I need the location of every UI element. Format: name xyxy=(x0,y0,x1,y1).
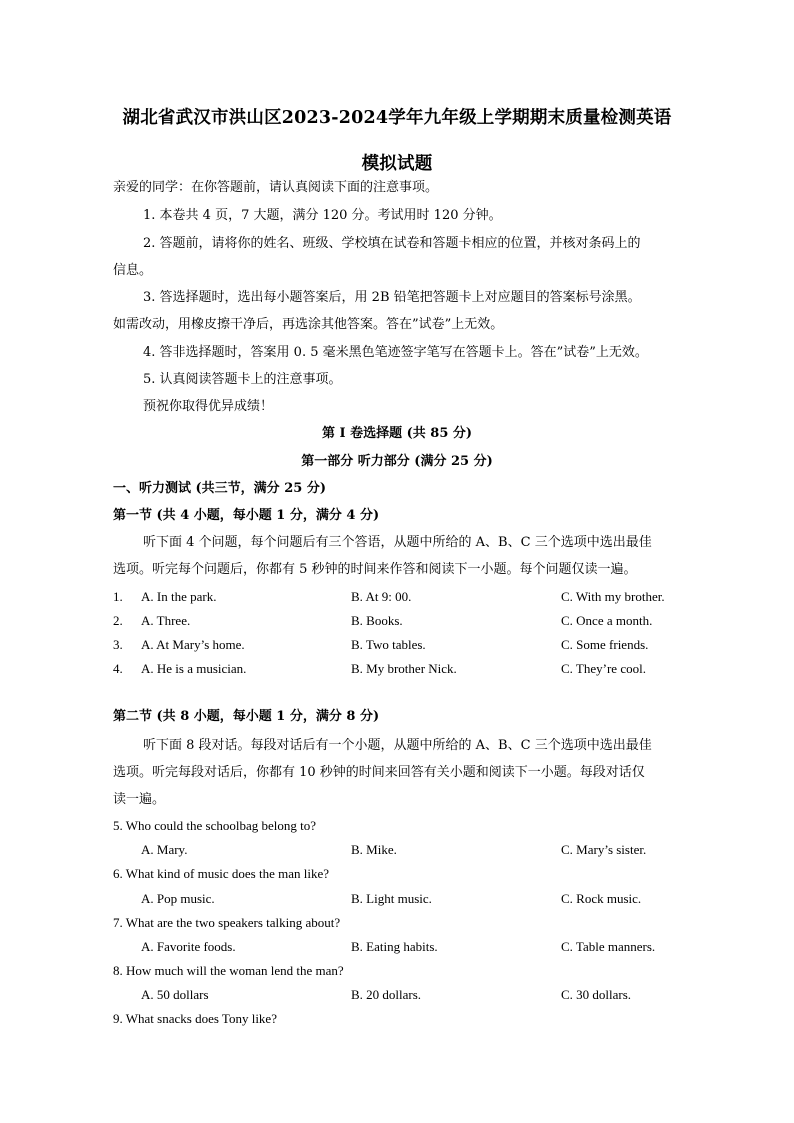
question-stem: 6. What kind of music does the man like? xyxy=(113,866,330,881)
notice-item-3: 3. 答选择题时，选出每小题答案后，用 2B 铅笔把答题卡上对应题目的答案标号涂黑。 xyxy=(143,290,641,305)
option-c: C. 30 dollars. xyxy=(561,987,632,1002)
option-a: A. At Mary’s home. xyxy=(141,637,245,652)
sub1-instructions-cont: 选项。听完每个问题后，你都有 5 秒钟的时间来作答和阅读下一小题。每个问题仅读一遍。 xyxy=(113,562,637,577)
question-stem: 7. What are the two speakers talking about? xyxy=(113,915,341,930)
exam-title-line1: 湖北省武汉市洪山区2023-2024学年九年级上学期期末质量检测英语 xyxy=(122,108,672,128)
sub1-instructions: 听下面 4 个问题，每个问题后有三个答语，从题中所给的 A、B、C 三个选项中选出最佳 xyxy=(143,535,652,550)
option-a: A. Mary. xyxy=(141,842,188,857)
option-c: C. Mary’s sister. xyxy=(561,842,647,857)
notice-greeting: 亲爱的同学：在你答题前，请认真阅读下面的注意事项。 xyxy=(113,180,439,195)
option-b: B. Mike. xyxy=(351,842,397,857)
option-b: B. Light music. xyxy=(351,891,432,906)
option-a: A. Favorite foods. xyxy=(141,939,236,954)
option-b: B. At 9: 00. xyxy=(351,589,412,604)
question-number: 2. xyxy=(113,613,123,628)
option-a: A. Three. xyxy=(141,613,191,628)
option-c: C. Once a month. xyxy=(561,613,653,628)
sub2-instructions-end: 读一遍。 xyxy=(113,792,166,807)
notice-item-2-cont: 信息。 xyxy=(113,263,153,278)
notice-item-1: 1. 本卷共 4 页，7 大题，满分 120 分。考试用时 120 分钟。 xyxy=(143,208,502,223)
question-stem: 8. How much will the woman lend the man? xyxy=(113,963,344,978)
option-c: C. Rock music. xyxy=(561,891,642,906)
option-b: B. Books. xyxy=(351,613,403,628)
option-c: C. Some friends. xyxy=(561,637,649,652)
question-stem: 9. What snacks does Tony like? xyxy=(113,1011,277,1026)
option-a: A. In the park. xyxy=(141,589,217,604)
sub2-instructions: 听下面 8 段对话。每段对话后有一个小题，从题中所给的 A、B、C 三个选项中选出最佳 xyxy=(143,738,652,753)
option-b: B. Eating habits. xyxy=(351,939,438,954)
sub2-instructions-cont: 选项。听完每段对话后，你都有 10 秒钟的时间来回答有关小题和阅读下一小题。每段对话仅 xyxy=(113,765,645,780)
option-b: B. My brother Nick. xyxy=(351,661,457,676)
section1-heading: 一、听力测试 (共三节，满分 25 分) xyxy=(113,481,326,496)
volume-heading: 第 I 卷选择题 (共 85 分) xyxy=(321,426,473,441)
notice-wish: 预祝你取得优异成绩！ xyxy=(143,399,274,414)
sub2-heading: 第二节 (共 8 小题，每小题 1 分，满分 8 分) xyxy=(113,709,380,724)
option-c: C. With my brother. xyxy=(561,589,665,604)
notice-item-2: 2. 答题前，请将你的姓名、班级、学校填在试卷和答题卡相应的位置，并核对条码上的 xyxy=(143,236,641,251)
sub1-heading: 第一节 (共 4 小题，每小题 1 分，满分 4 分) xyxy=(113,508,380,523)
option-a: A. He is a musician. xyxy=(141,661,247,676)
option-c: C. Table manners. xyxy=(561,939,656,954)
question-stem: 5. Who could the schoolbag belong to? xyxy=(113,818,317,833)
option-c: C. They’re cool. xyxy=(561,661,646,676)
notice-item-4: 4. 答非选择题时，答案用 0. 5 毫米黑色笔迹签字笔写在答题卡上。答在”试卷”上无效。 xyxy=(143,345,648,360)
question-number: 3. xyxy=(113,637,123,652)
notice-item-3-cont: 如需改动，用橡皮擦干净后，再选涂其他答案。答在”试卷”上无效。 xyxy=(113,317,504,332)
option-a: A. Pop music. xyxy=(141,891,215,906)
part1-heading: 第一部分 听力部分 (满分 25 分) xyxy=(301,454,493,469)
option-a: A. 50 dollars xyxy=(141,987,209,1002)
notice-item-5: 5. 认真阅读答题卡上的注意事项。 xyxy=(143,372,342,387)
exam-title-line2: 模拟试题 xyxy=(361,154,433,174)
option-b: B. Two tables. xyxy=(351,637,426,652)
option-b: B. 20 dollars. xyxy=(351,987,422,1002)
question-number: 1. xyxy=(113,589,123,604)
question-number: 4. xyxy=(113,661,123,676)
